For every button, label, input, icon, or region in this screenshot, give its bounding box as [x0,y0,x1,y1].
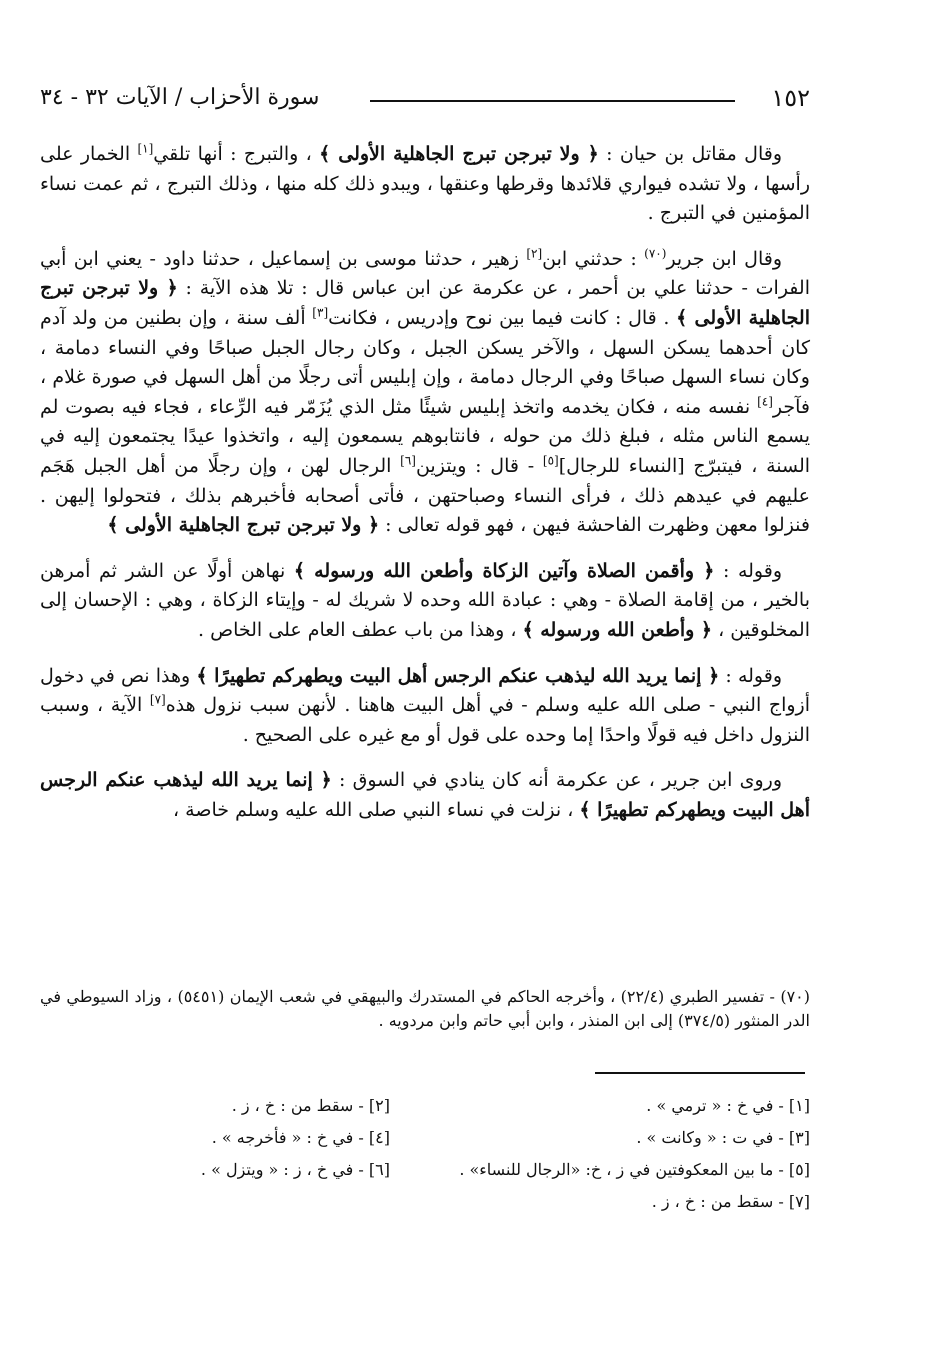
footnote-ref: [٤] [757,394,773,409]
footnote-ref: [٦] [400,453,416,468]
apparatus-note-4: [٤] - في خ : « فأخرجه » . [211,1128,390,1147]
text-run: الرجال لهن ، وإن رجلًا من أهل الجبل هَجَم عليهم في عيدهم ذلك ، فرأى النساء وصباحتهن ، فأتى أصحابه فأخبرهم بذلك ، فتحولوا إليهن . فنزلوا معهن وظهرت الفاحشة فيهن ، فهو قوله تعالى : [40,454,810,537]
quran-verse: ﴿ إنما يريد الله ليذهب عنكم الرجس أهل البيت ويطهركم تطهيرًا ﴾ [196,664,720,687]
text-run: وقوله : [714,559,782,582]
paragraph-3 [40,557,810,646]
apparatus-row [40,1090,810,1122]
text-run: - قال : ويتزين [415,454,543,477]
text-run: وقال ابن جرير [666,247,782,270]
page-header [40,78,810,118]
text-run: : حدثني ابن [542,247,645,270]
text-run: ، والتبرج : أنها تلقي [153,143,320,165]
quran-verse: ﴿ ولا تبرجن تبرج الجاهلية الأولى ﴾ [107,514,380,537]
footnote-divider [595,1072,805,1074]
footnote-ref: [٣] [312,305,329,320]
paragraph-2 [40,245,810,541]
quran-verse: ﴿ وأقمن الصلاة وآتين الزكاة وأطعن الله ورسوله ﴾ [293,559,715,582]
apparatus-note-5: [٥] - ما بين المعكوفتين في ز ، خ: «الرجال للنساء» . [459,1160,810,1179]
page-number: ١٥٢ [771,84,810,112]
quran-verse: ﴿ إنما يريد الله ليذهب عنكم الرجس أهل البيت ويطهركم تطهيرًا ﴾ [40,769,810,821]
footnote-70: (٧٠) - تفسير الطبري (٢٢/٤) ، وأخرجه الحاكم في المستدرك والبيهقي في شعب الإيمان (٥٤٥١) ، وزاد السيوطي في الدر المنثور (٣٧٤/٥) إلى ابن المنذر ، وابن أبي حاتم وابن مردويه . [40,987,810,1030]
text-run: نفسه منه ، فكان يخدمه واتخذ إبليس شيئًا مثل الذي يُزَمّر فيه الرِّعاء ، فجاء فيه بصوت لم يسمع الناس مثله ، فبلغ ذلك من حوله ، فانتابوهم يسمعون إليه ، واتخذوا عيدًا يجتمعون إليه في السنة ، فيتبرّج [النساء للرجال] [40,395,811,477]
quran-verse: ﴿ ولا تبرجن تبرج الجاهلية الأولى ﴾ [40,277,810,329]
footnote-ref: [٧] [149,692,166,707]
text-run: ، نزلت في نساء النبي صلى الله عليه وسلم خاصة ، [173,798,580,821]
apparatus-row [40,1122,810,1154]
header-rule [370,100,735,102]
text-run: وهذا نص في دخول أزواج النبي - صلى الله عليه وسلم - في أهل البيت هاهنا . لأنهن سبب نزول هذه [40,664,810,717]
main-text [40,140,810,835]
apparatus-row [40,1154,810,1186]
text-run: وقال مقاتل بن حيان : [598,143,782,165]
apparatus-note-6: [٦] - في خ ، ز : « ويتزل » . [200,1160,390,1179]
footnote-ref: (٧٠) [644,246,667,261]
running-title: سورة الأحزاب / الآيات ٣٢ - ٣٤ [40,85,320,110]
paragraph-5 [40,766,810,825]
footnote-ref: [٢] [526,246,543,261]
text-run: وقوله : [719,664,782,687]
text-run: زهير ، حدثنا موسى بن إسماعيل ، حدثنا داود - يعني ابن أبي الفرات - حدثنا علي بن أحمر ، عن عكرمة عن ابن عباس قال : تلا هذه الآية : [40,247,810,300]
text-run: وروى ابن جرير ، عن عكرمة أنه كان ينادي في السوق : [331,769,783,792]
text-run: الخمار على رأسها ، ولا تشده فيواري قلائدها وقرطها وعنقها ، ويبدو ذلك كله منها ، وذلك التبرج ، ثم عمت نساء المؤمنين في التبرج . [40,143,810,225]
apparatus-note-2: [٢] - سقط من : خ ، ز . [231,1096,390,1115]
apparatus-note-1: [١] - في خ : « ترمي » . [646,1096,810,1115]
quran-verse: ﴿ ولا تبرجن تبرج الجاهلية الأولى ﴾ [319,143,599,165]
apparatus-note-7: [٧] - سقط من : خ ، ز . [651,1192,810,1211]
text-run: ألف سنة ، وإن بطنين من ولد آدم كان أحدهما يسكن السهل ، والآخر يسكن الجبل ، وكان رجال الجبل صباحًا وفي النساء دمامة ، وكان نساء السهل صباحًا وفي الرجال دمامة ، وإن إبليس أتى رجلًا من أهل السهل في صورة غلام ، فآجر [40,306,810,418]
text-run: . قال : كانت فيما بين نوح وإدريس ، فكانت [328,306,677,329]
text-run: ، وهذا من باب عطف العام على الخاص . [198,618,523,641]
apparatus-row [40,1186,810,1218]
footnote-ref: [١] [137,141,154,156]
text-run: نهاهن أولًا عن الشر ثم أمرهن بالخير ، من إقامة الصلاة - وهي : عبادة الله وحده لا شريك له - وإيتاء الزكاة ، وهي : الإحسان إلى المخلوقين ، [40,559,810,641]
paragraph-1 [40,140,810,229]
critical-apparatus [40,1090,810,1218]
quran-verse: ﴿ وأطعن الله ورسوله ﴾ [522,618,713,641]
footnote-ref: [٥] [542,453,559,468]
apparatus-note-3: [٣] - في ت : « وكانت » . [636,1128,810,1147]
paragraph-4 [40,662,810,751]
text-run: الآية ، وسبب النزول داخل فيه قولًا واحدًا إما وحده على قول أو مع غيره على الصحيح . [40,694,810,746]
